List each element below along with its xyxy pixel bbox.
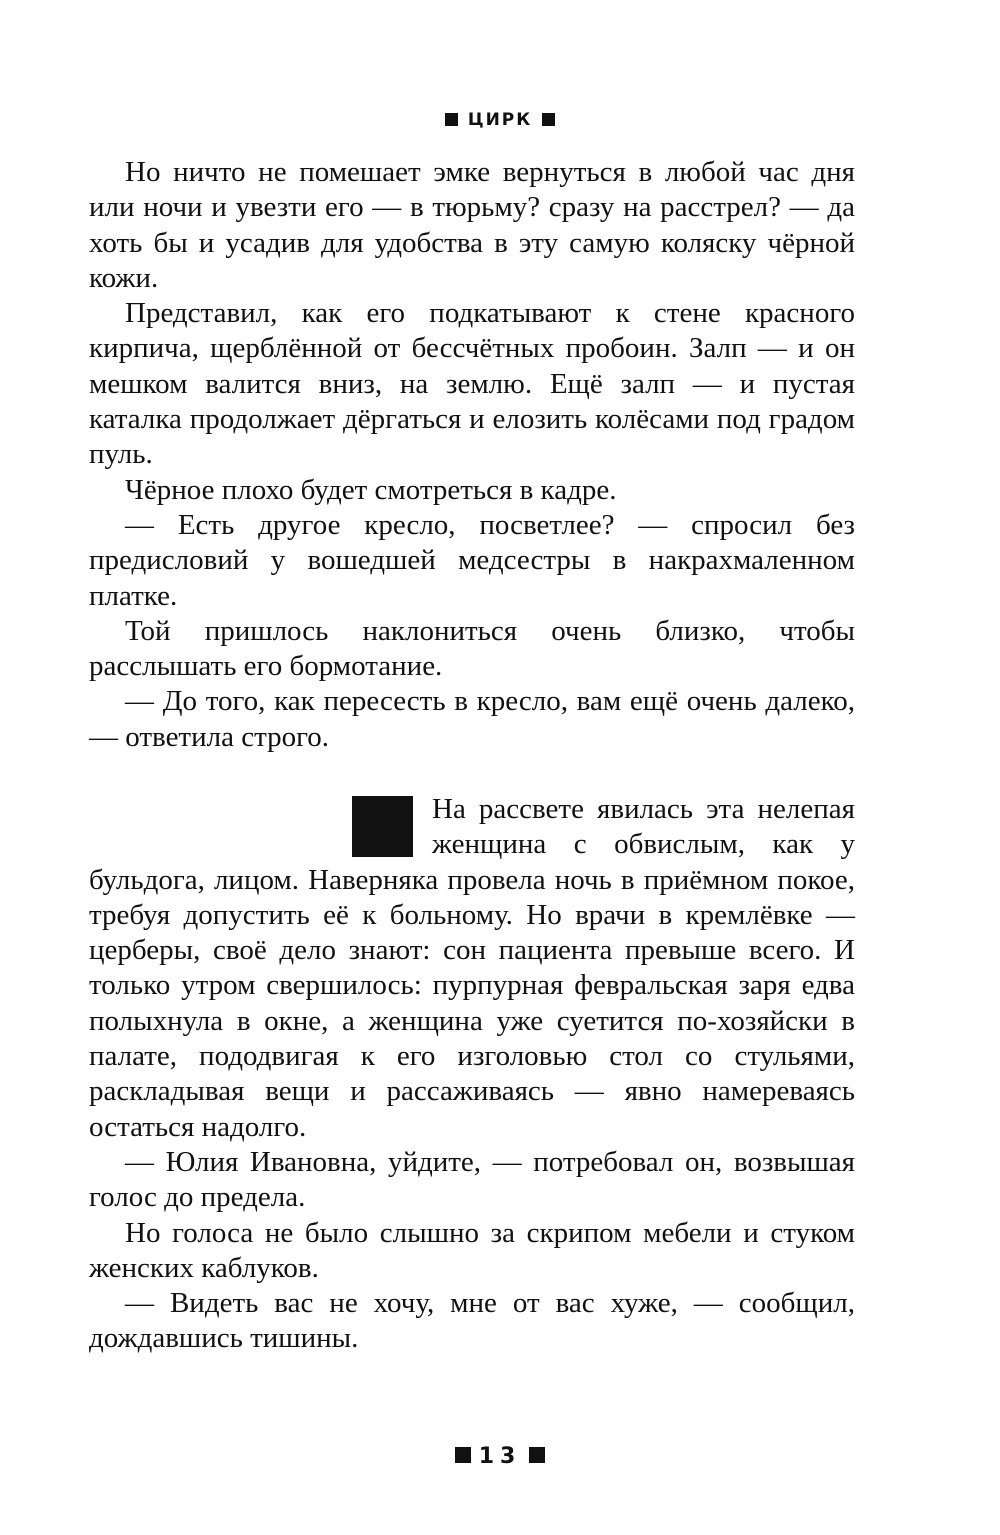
section-2 [89, 792, 855, 1357]
section-break-square-icon [352, 796, 413, 857]
paragraph: Но ничто не помешает эмке вернуться в любой час дня или ночи и увезти его — в тюрьму? сразу на расстрел? — да хоть бы и усадив для удобства в эту самую коляску чёрной кожи. [89, 156, 855, 294]
paragraph: Той пришлось наклониться очень близко, чтобы расслышать его бормотание. [89, 614, 855, 683]
page-number [0, 1444, 1000, 1469]
running-head [0, 110, 1000, 130]
paragraph: — Видеть вас не хочу, мне от вас хуже, — сообщил, дождавшись тишины. [89, 1287, 855, 1355]
square-ornament-icon [529, 1447, 545, 1463]
paragraph: Но голоса не было слышно за скрипом мебели и стуком женских каблуков. [89, 1216, 855, 1284]
page-number-text: 13 [478, 1444, 522, 1469]
paragraph: — Юлия Ивановна, уйдите, — потребовал он, возвышая голос до предела. [89, 1145, 855, 1214]
paragraph: Чёрное плохо будет смотреться в кадре. [125, 473, 617, 506]
paragraph: На рассвете явилась эта нелепая женщина с обвислым, как у бульдога, лицом. Наверняка провела ночь в приёмном покое, требуя допустить её к больному. Но врачи в кремлёвке — церберы, своё дело знают: сон пациента превыше всего. И только утром свершилось: пурпурная февральская заря едва полыхнула в окне, а женщина уже суетится по-хозяйски в палате, пододвигая к его изголовью стол со стульями, раскладывая вещи и рассаживаясь — явно намереваясь остаться надолго. [89, 793, 855, 1143]
paragraph: — Есть другое кресло, посветлее? — спросил без предисловий у вошедшей медсестры в накрахмаленном платке. [89, 508, 855, 612]
running-head-title: ЦИРК [467, 110, 533, 130]
square-ornament-icon [445, 113, 458, 126]
square-ornament-icon [542, 113, 555, 126]
paragraph: — До того, как пересесть в кресло, вам ещё очень далеко, — ответила строго. [89, 685, 855, 753]
paragraph: Представил, как его подкатывают к стене красного кирпича, щерблённой от бессчётных пробоин. Залп — и он мешком валится вниз, на землю. Ещё залп — и пустая каталка продолжает дёргаться и елозить колёсами под градом пуль. [89, 297, 855, 471]
section-1 [89, 155, 855, 755]
square-ornament-icon [455, 1447, 471, 1463]
